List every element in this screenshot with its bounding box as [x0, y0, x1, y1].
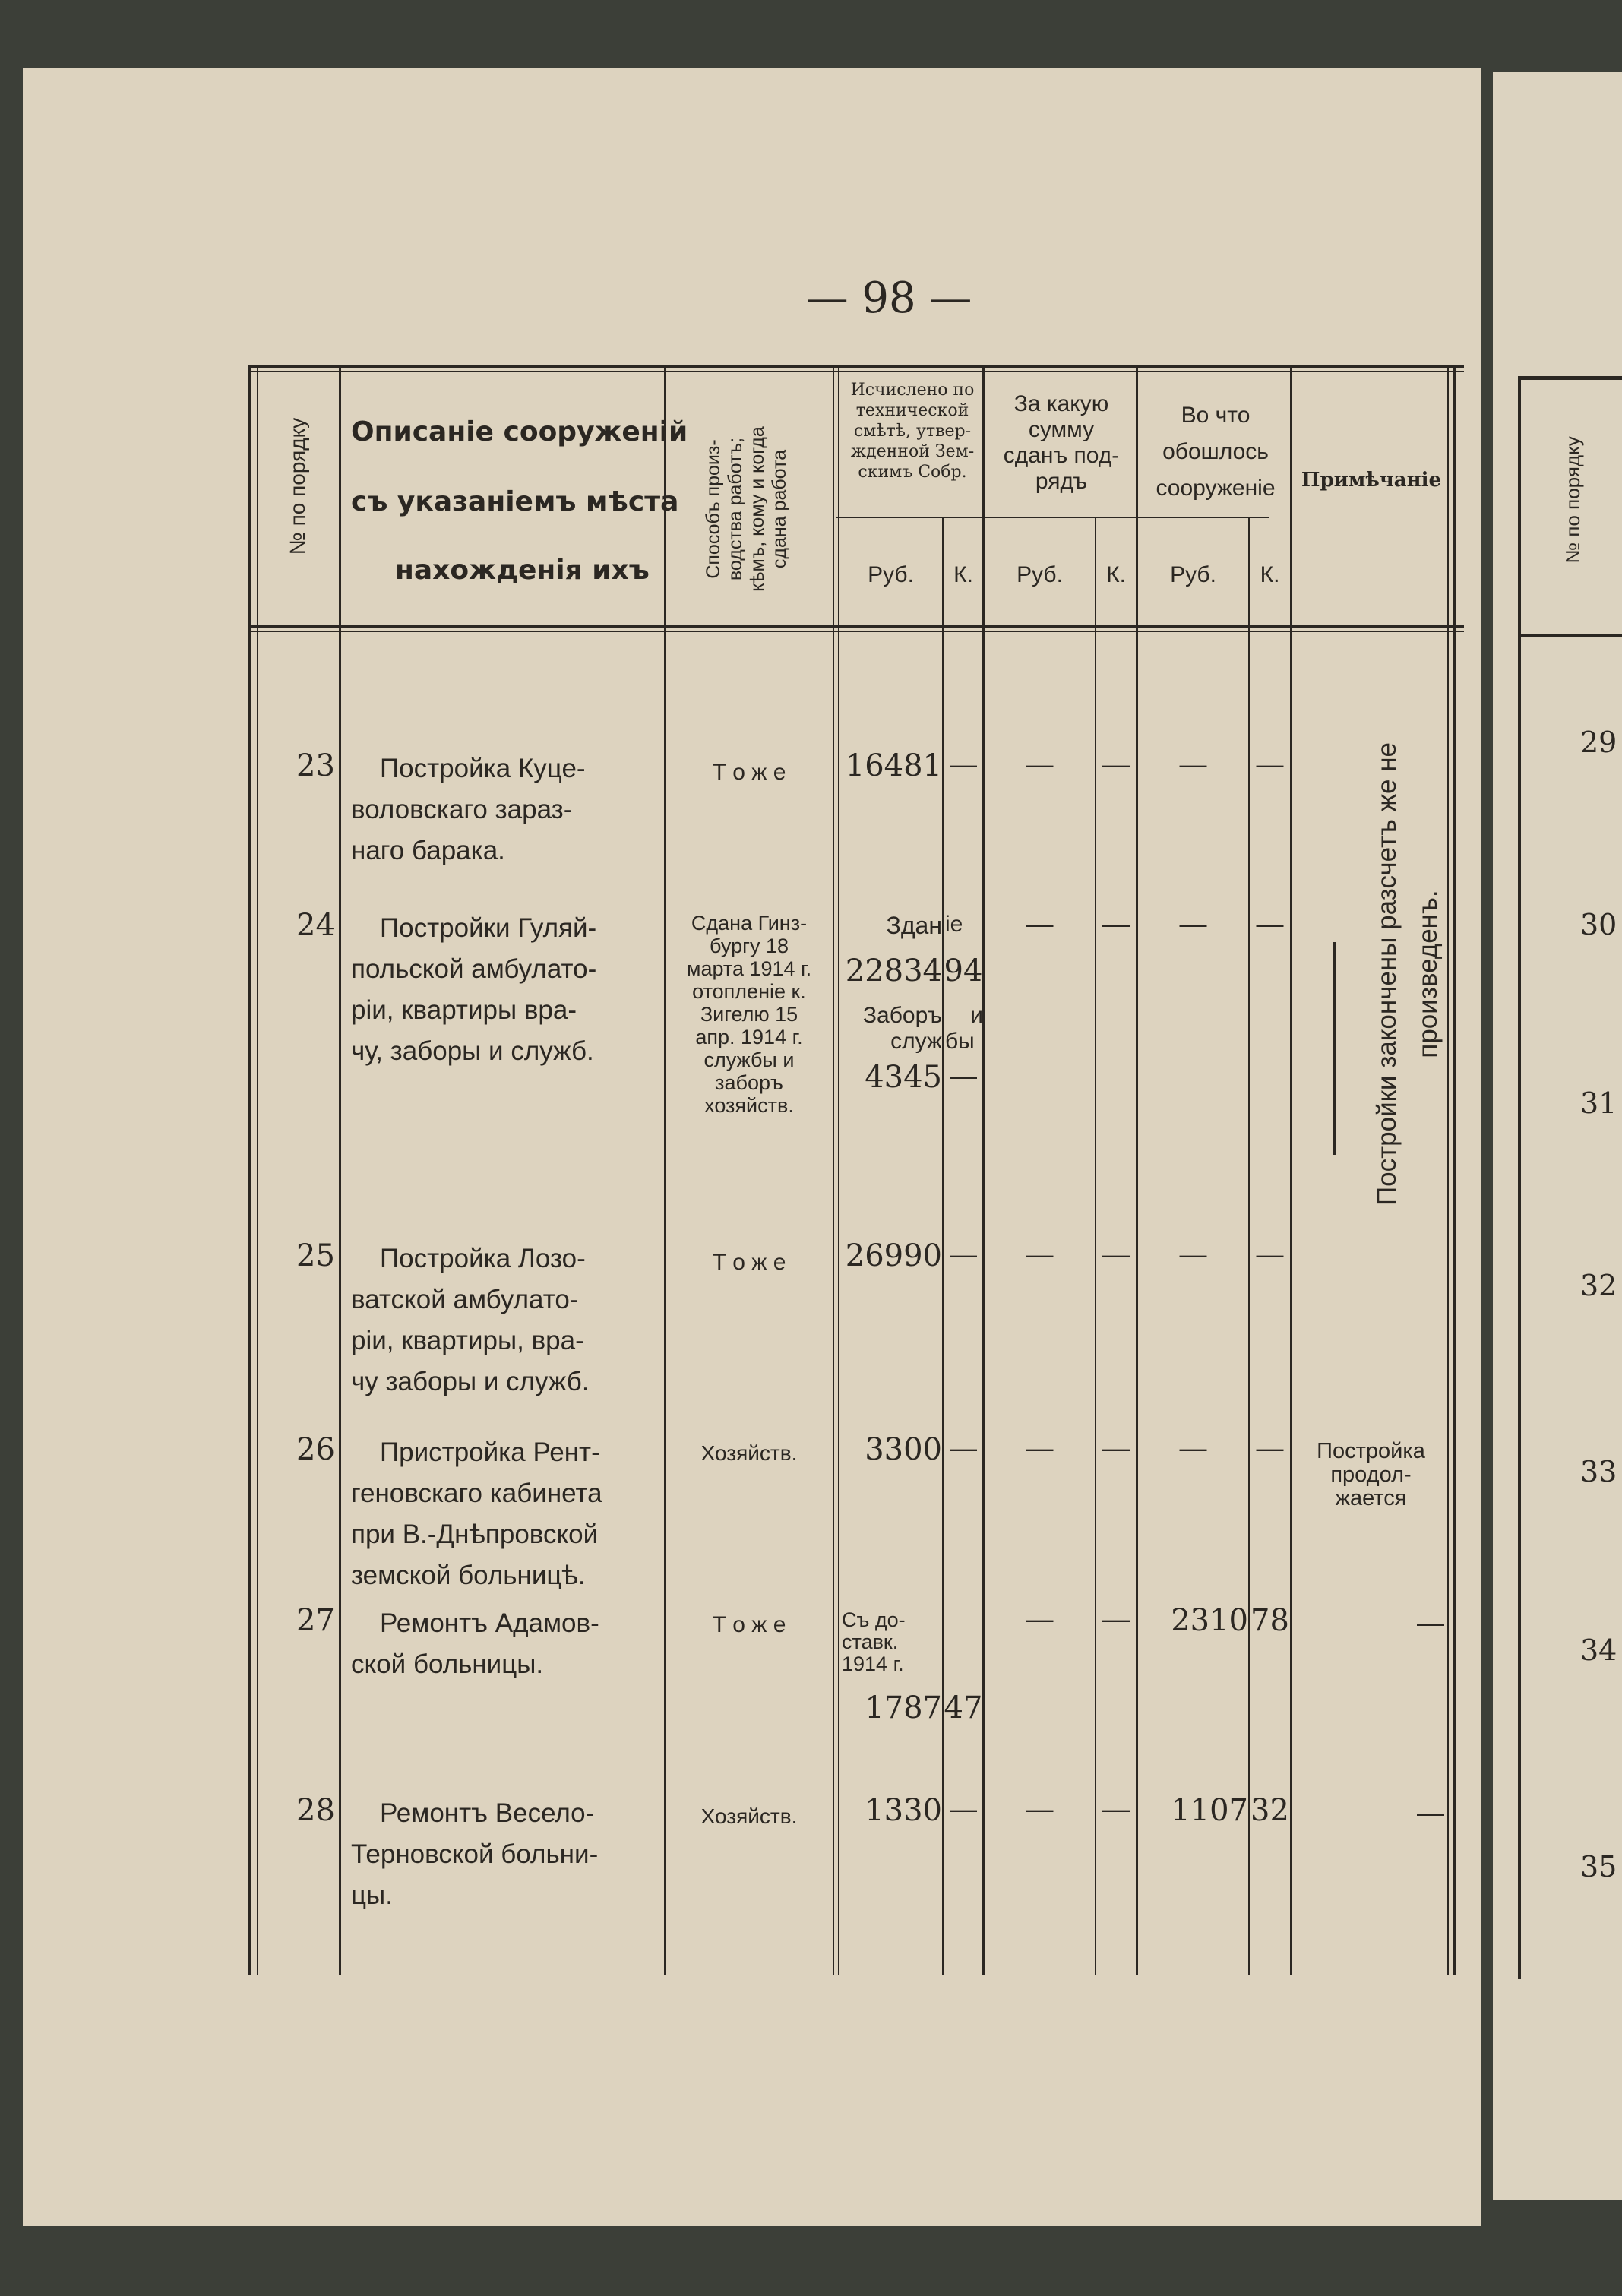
row-description — [351, 1793, 662, 1916]
row-estimate-rub: 3300 — [865, 1432, 942, 1467]
row-cost-kop: — — [1256, 748, 1284, 780]
row-method — [666, 912, 833, 1117]
row-method: Т о ж е — [712, 760, 786, 785]
row-cost-kop: 78 — [1250, 1603, 1289, 1638]
row-method-line: отопленіе к. — [692, 980, 806, 1003]
row-note: — — [1417, 1607, 1444, 1638]
row-description-line: земской больницѣ. — [351, 1561, 586, 1590]
row-contract-rub: — — [1026, 1238, 1054, 1270]
side-row-number: 31 — [1580, 1086, 1617, 1120]
page-number: — 98 — — [805, 274, 972, 323]
row-description-line: наго барака. — [351, 836, 505, 865]
header-contract-line-2: сумму — [1028, 417, 1095, 442]
row-estimate-kop: 94 — [944, 954, 983, 988]
row-description-line: Ремонтъ Весело- — [380, 1798, 595, 1828]
row-description-line: чу, заборы и служб. — [351, 1036, 594, 1066]
row-contract-kop: — — [1102, 1432, 1130, 1463]
row-description-line: Постройка Куце- — [380, 754, 586, 783]
row-cost-rub: 1107 — [1171, 1793, 1248, 1828]
row-number: 27 — [296, 1603, 335, 1638]
header-cost — [1140, 403, 1292, 501]
row-estimate-note-line: ставк. — [842, 1630, 899, 1653]
row-contract-kop: — — [1102, 748, 1130, 780]
row-estimate-kop: — — [950, 1793, 977, 1824]
row-estimate-label: Заборъ — [862, 1003, 942, 1028]
row-estimate-label: служ — [890, 1029, 942, 1054]
header-estimate-line-1: Исчислено по — [850, 381, 975, 400]
row-contract-rub: — — [1026, 1793, 1054, 1824]
header-description-1: Описаніе сооруженій — [351, 416, 688, 447]
header-contract-line-1: За какую — [1013, 391, 1109, 416]
row-estimate-rub: 4345 — [865, 1060, 942, 1095]
row-description-line: ріи, квартиры, вра- — [351, 1326, 584, 1355]
side-row-number: 35 — [1580, 1850, 1617, 1883]
row-cost-rub: — — [1179, 1238, 1207, 1270]
header-cost-rub: Руб. — [1170, 562, 1216, 587]
row-description-line: ріи, квартиры вра- — [351, 995, 577, 1025]
row-method-line: службы и — [703, 1048, 795, 1071]
header-estimate-line-2: технической — [855, 401, 969, 420]
row-estimate-rub: 16481 — [845, 748, 942, 783]
header-contract-kop: К. — [1106, 562, 1126, 587]
row-method-line: Зигелю 15 — [700, 1003, 798, 1026]
row-contract-rub: — — [1026, 1603, 1054, 1634]
header-cost-line-3: сооруженіе — [1156, 476, 1276, 501]
row-estimate-kop: 47 — [944, 1690, 983, 1725]
header-cost-kop: К. — [1260, 562, 1280, 587]
row-cost-rub: — — [1179, 1432, 1207, 1463]
row-method-line: бургу 18 — [710, 935, 789, 957]
vertical-note-line-1: Постройки закончены разсчетъ же не — [1372, 742, 1402, 1207]
row-description-line: Ремонтъ Адамов- — [380, 1608, 599, 1638]
row-note — [1293, 1440, 1449, 1510]
row-description-line: чу заборы и служб. — [351, 1367, 590, 1396]
row-estimate-kop: — — [950, 748, 977, 780]
header-estimate — [842, 380, 983, 482]
row-number: 26 — [296, 1432, 335, 1467]
row-method-line: апр. 1914 г. — [695, 1026, 803, 1048]
row-description — [351, 1603, 662, 1685]
row-description — [351, 1238, 662, 1403]
header-cost-line-2: обошлось — [1162, 439, 1269, 464]
row-cost-kop: — — [1256, 1432, 1284, 1463]
row-contract-kop: — — [1102, 908, 1130, 939]
row-note: — — [1417, 1797, 1444, 1828]
row-description-line: Терновской больни- — [351, 1839, 599, 1869]
row-description — [351, 908, 662, 1072]
row-estimate-note-line: Съ до- — [842, 1608, 906, 1631]
vertical-note-line-2: произведенъ. — [1413, 890, 1443, 1058]
row-cost-kop: 32 — [1250, 1793, 1289, 1828]
row-cost-rub: 2310 — [1171, 1603, 1248, 1638]
row-estimate-note-line: 1914 г. — [842, 1652, 904, 1675]
header-description-2: съ указаніемъ мѣста — [351, 486, 679, 517]
header-no: № по порядку — [286, 417, 309, 555]
header-estimate-rub: Руб. — [868, 562, 914, 587]
row-estimate-label-kop: и — [970, 1003, 983, 1028]
row-description-line: ватской амбулато- — [351, 1285, 579, 1314]
header-method: Способъ произ- водства работъ; кѣмъ, кому и когда сдана работа — [703, 426, 790, 592]
header-description-3: нахожденія ихъ — [395, 555, 650, 586]
row-note-line: продол- — [1330, 1463, 1412, 1487]
brace-mark — [1333, 942, 1336, 1155]
row-description-line: цы. — [351, 1880, 393, 1910]
header-estimate-line-4: жденной Зем- — [850, 442, 975, 461]
row-method-line: марта 1914 г. — [686, 957, 812, 980]
row-number: 23 — [296, 748, 335, 783]
side-row-number: 29 — [1580, 726, 1617, 759]
row-estimate-rub: 1330 — [865, 1793, 942, 1828]
row-cost-rub: — — [1179, 908, 1207, 939]
row-estimate-kop: — — [950, 1060, 977, 1091]
row-estimate-rub: 26990 — [845, 1238, 942, 1273]
row-method: Т о ж е — [712, 1612, 786, 1637]
row-estimate-note — [842, 1609, 941, 1675]
side-header-no: № по порядку — [1561, 436, 1584, 564]
row-method-line: заборъ — [715, 1071, 783, 1094]
row-description-line: геновскаго кабинета — [351, 1478, 602, 1508]
row-description-line: Постройка Лозо- — [380, 1244, 586, 1273]
row-estimate-rub: 22834 — [845, 954, 942, 988]
side-row-number: 32 — [1580, 1269, 1617, 1302]
row-contract-rub: — — [1026, 748, 1054, 780]
row-description-line: воловскаго зараз- — [351, 795, 573, 824]
side-row-number: 34 — [1580, 1633, 1617, 1667]
row-description-line: Пристройка Рент- — [380, 1437, 600, 1467]
row-contract-kop: — — [1102, 1793, 1130, 1824]
row-description-line: при В.-Днѣпровской — [351, 1520, 599, 1549]
header-notes: Примѣчаніе — [1301, 469, 1442, 492]
row-estimate-label-kop: бы — [945, 1029, 975, 1054]
row-estimate-label-kop: іе — [945, 912, 963, 937]
row-description-line: Постройки Гуляй- — [380, 913, 597, 943]
header-contract — [986, 391, 1137, 495]
row-description — [351, 1432, 662, 1596]
row-contract-rub: — — [1026, 908, 1054, 939]
header-estimate-kop: К. — [953, 562, 973, 587]
row-contract-kop: — — [1102, 1238, 1130, 1270]
header-contract-line-3: сданъ под- — [1003, 443, 1120, 468]
header-contract-rub: Руб. — [1017, 562, 1063, 587]
row-note-line: жается — [1335, 1486, 1407, 1510]
row-note-line: Постройка — [1317, 1439, 1425, 1463]
row-method: Хозяйств. — [700, 1441, 798, 1465]
header-estimate-line-5: скимъ Собр. — [858, 463, 967, 482]
row-contract-kop: — — [1102, 1603, 1130, 1634]
side-row-number: 30 — [1580, 908, 1617, 941]
row-estimate-kop: — — [950, 1432, 977, 1463]
row-estimate-label: Здан — [886, 912, 942, 939]
header-estimate-line-3: смѣтѣ, утвер- — [853, 422, 972, 441]
header-contract-line-4: рядъ — [1035, 469, 1088, 494]
row-description-line: польской амбулато- — [351, 954, 597, 984]
row-estimate-rub: 1787 — [865, 1690, 942, 1725]
row-cost-kop: — — [1256, 1238, 1284, 1270]
row-cost-kop: — — [1256, 908, 1284, 939]
row-description — [351, 748, 662, 871]
row-cost-rub: — — [1179, 748, 1207, 780]
row-method-line: Сдана Гинз- — [691, 912, 808, 935]
row-contract-rub: — — [1026, 1432, 1054, 1463]
left-page — [23, 68, 1481, 2226]
row-description-line: ской больницы. — [351, 1649, 544, 1679]
row-method: Хозяйств. — [700, 1804, 798, 1828]
row-number: 28 — [296, 1793, 335, 1828]
row-method: Т о ж е — [712, 1250, 786, 1275]
header-cost-line-1: Во что — [1181, 403, 1250, 428]
row-estimate-kop: — — [950, 1238, 977, 1270]
side-row-number: 33 — [1580, 1455, 1617, 1488]
row-number: 24 — [296, 908, 335, 943]
row-number: 25 — [296, 1238, 335, 1273]
row-method-line: хозяйств. — [704, 1094, 794, 1117]
